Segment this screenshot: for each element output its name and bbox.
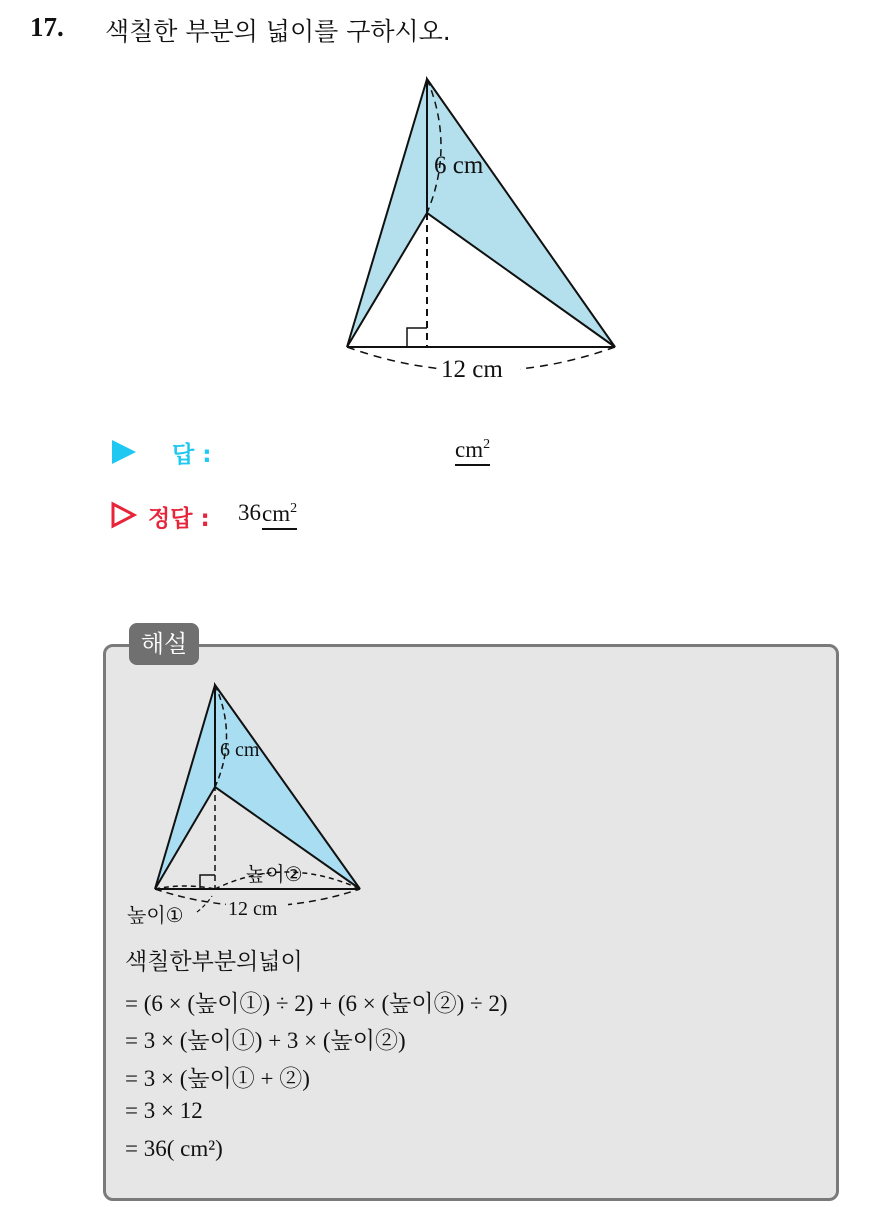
solution-line-5: = 3 × 12: [125, 1098, 203, 1123]
solution-line-6: = 36( cm²): [125, 1136, 223, 1161]
correct-answer-value: 36: [238, 500, 261, 525]
answer-label: 답 :: [172, 442, 212, 468]
sol-height2-label: 높이②: [246, 862, 303, 886]
answer-play-icon: [112, 440, 136, 464]
problem-figure: [0, 0, 884, 420]
shaded-left-region: [347, 79, 427, 347]
sol-base-label: 12 cm: [228, 898, 278, 920]
shaded-right-region: [427, 79, 615, 347]
solution-line-2: = (6 × (높이①) ÷ 2) + (6 × (높이②) ÷ 2): [125, 991, 508, 1016]
solution-line-3: = 3 × (높이①) + 3 × (높이②): [125, 1028, 406, 1053]
right-angle-mark: [407, 328, 427, 347]
question-text: 색칠한 부분의 넓이를 구하시오.: [105, 17, 451, 46]
answer-unit[interactable]: $cm^2$: [455, 436, 490, 466]
sol-height1-label: 높이①: [127, 903, 184, 927]
height-label: 6 cm: [434, 152, 484, 179]
correct-answer-unit: $cm^2$: [262, 500, 297, 530]
correct-answer-label: 정답 :: [148, 506, 210, 532]
solution-figure: [0, 670, 884, 930]
sol-height-label: 6 cm: [220, 739, 260, 761]
correct-outline-play-icon: [110, 501, 138, 529]
question-number: 17.: [30, 12, 64, 42]
solution-line-4: = 3 × (높이① + ②): [125, 1066, 310, 1091]
solution-line-1: 색칠한부분의넓이: [125, 949, 303, 975]
solution-tag: 해설: [129, 623, 199, 665]
base-label: 12 cm: [441, 356, 503, 383]
